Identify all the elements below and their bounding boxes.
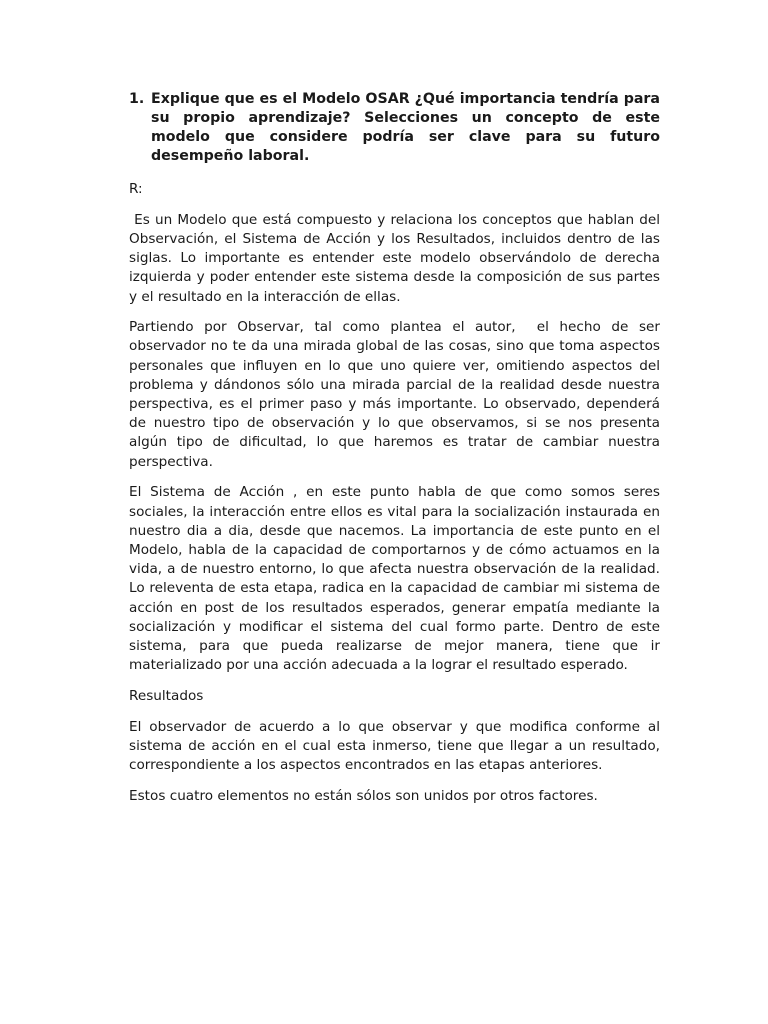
paragraph-observar: Partiendo por Observar, tal como plantea el autor, el hecho de ser observador no te da una mirada global de las cosas, sino que toma aspectos personales que influyen en lo que uno quiere ver, omitiendo aspectos del problema y dándonos sólo una mirada parcial de la realidad desde nuestra perspectiva, es el primer paso y más importante. Lo observado, dependerá de nuestro tipo de observación y lo que observamos, si se nos presenta algún tipo de dificultad, lo que haremos es tratar de cambiar nuestra perspectiva. [129,319,665,470]
paragraph-sistema-accion: El Sistema de Acción , en este punto habla de que como somos seres sociales, la interacción entre ellos es vital para la socialización instaurada en nuestro dia a dia, desde que nacemos. La importancia de este punto en el Modelo, habla de la capacidad de comportarnos y de cómo actuamos en la vida, a de nuestro entorno, lo que afecta nuestra observación de la realidad. Lo releventa de esta etapa, radica en la capacidad de cambiar mi sistema de acción en post de los resultados esperados, generar empatía mediante la socialización y modificar el sistema del cual formo parte. Dentro de este sistema, para que pueda realizarse de mejor manera, tiene que ir materializado por una acción adecuada a la lograr el resultado esperado. [129,484,665,674]
question-number: 1. [129,91,145,107]
document-body [129,90,665,817]
paragraph-conclusion: Estos cuatro elementos no están sólos son unidos por otros factores. [129,787,598,804]
section-heading-resultados: Resultados [129,687,204,704]
question-item [129,90,660,166]
question-text: Explique que es el Modelo OSAR ¿Qué importancia tendría para su propio aprendizaje? Selecciones un concepto de este modelo que considere podría ser clave para su futuro desempeño laboral. [151,91,660,164]
answer-label: R: [129,181,143,197]
paragraph-resultados: El observador de acuerdo a lo que observar y que modifica conforme al sistema de acción en el cual esta inmerso, tiene que llegar a un resultado, correspondiente a los aspectos encontrados en las etapas anteriores. [129,718,665,773]
paragraph-model-intro: Es un Modelo que está compuesto y relaciona los conceptos que hablan del Observación, el Sistema de Acción y los Resultados, incluidos dentro de las siglas. Lo importante es entender este modelo observándolo de derecha izquierda y poder entender este sistema desde la composición de sus partes y el resultado en la interacción de ellas. [129,211,665,305]
